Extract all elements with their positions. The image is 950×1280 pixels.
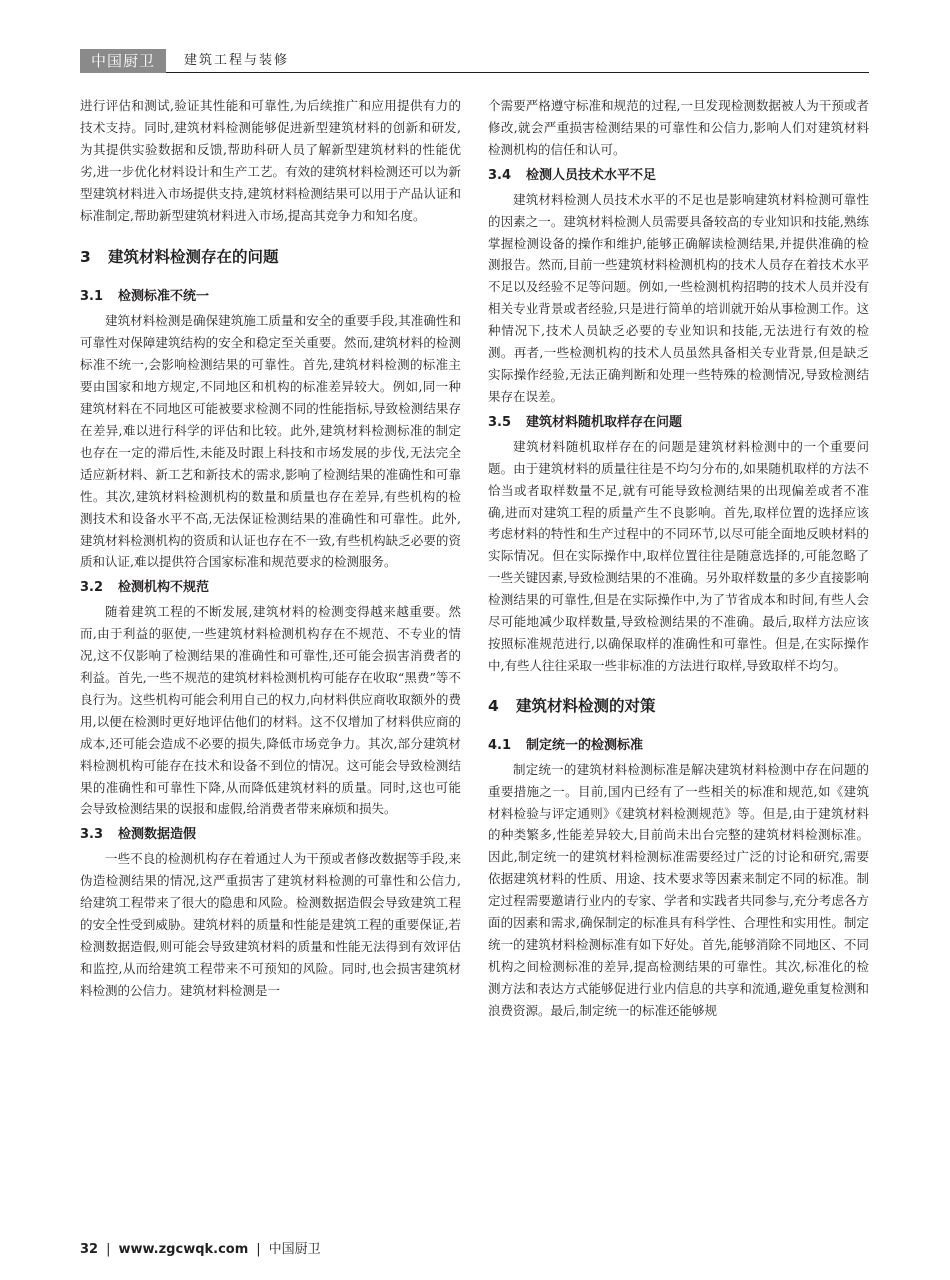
subsection-title: 建筑材料随机取样存在问题 (526, 414, 683, 430)
section-title: 建筑工程与装修 (184, 53, 290, 68)
subsection-title: 检测数据造假 (118, 827, 197, 843)
subsection-3-1-heading (80, 286, 461, 308)
subsection-title: 检测机构不规范 (118, 580, 210, 596)
subsection-4-1-heading (488, 735, 869, 757)
subsection-3-4-heading (488, 165, 869, 187)
section-title: 建筑材料检测的对策 (516, 696, 656, 715)
section-number: 3 (80, 248, 91, 267)
subsection-title: 检测标准不统一 (118, 289, 210, 305)
paragraph-4-1: 制定统一的建筑材料检测标准是解决建筑材料检测中存在问题的重要措施之一。目前,国内已经有了一些相关的标准和规范,如《建筑材料检验与评定通则》《建筑材料检测规范》等。但是,由于建筑材料的种类繁多,性能差异较大,目前尚未出台完整的建筑材料检测标准。因此,制定统一的建筑材料检测标准需要经过广泛的讨论和研究,需要依据建筑材料的性质、用途、技术要求等因素来制定不同的标准。制定过程需要邀请行业内的专家、学者和实践者共同参与,充分考虑各方面的因素和需求,确保制定的标准具有科学性、合理性和实用性。制定统一的建筑材料检测标准有如下好处。首先,能够消除不同地区、不同机构之间检测标准的差异,提高检测结果的可靠性。其次,标准化的检测方法和表达方式能够促进行业内信息的共享和流通,避免重复检测和浪费资源。最后,制定统一的标准还能够规 (488, 761, 869, 1018)
header-rule (166, 72, 869, 73)
section-number: 4 (488, 696, 499, 715)
subsection-title: 制定统一的检测标准 (526, 737, 644, 753)
footer-divider: | (256, 1242, 261, 1257)
paragraph-intro: 进行评估和测试,验证其性能和可靠性,为后续推广和应用提供有力的技术支持。同时,建筑材料检测能够促进新型建筑材料的创新和研发,为其提供实验数据和反馈,帮助科研人员了解新型建筑材料的性能优劣,进一步优化材料设计和生产工艺。有效的建筑材料检测还可以为新型建筑材料进入市场提供支持,建筑材料检测结果可以用于产品认证和标准制定,帮助新型建筑材料进入市场,提高其竞争力和知名度。 (80, 98, 461, 223)
paragraph-3-2: 随着建筑工程的不断发展,建筑材料的检测变得越来越重要。然而,由于利益的驱使,一些建筑材料检测机构存在不规范、不专业的情况,这不仅影响了检测结果的准确性和可靠性,还可能会损害消费者的利益。首先,一些不规范的建筑材料检测机构可能存在收取“黑费”等不良行为。这些机构可能会利用自己的权力,向材料供应商收取额外的费用,以便在检测时更好地评估他们的材料。这不仅增加了材料供应商的成本,还可能会造成不必要的损失,降低市场竞争力。其次,部分建筑材料检测机构可能存在技术和设备不到位的情况。这可能会导致检测结果的准确性和可靠性下降,从而降低建筑材料的质量。同时,这也可能会导致检测结果的误报和虚假,给消费者带来麻烦和损失。 (80, 604, 461, 817)
paragraph-3-5: 建筑材料随机取样存在的问题是建筑材料检测中的一个重要问题。由于建筑材料的质量往往是不均匀分布的,如果随机取样的方法不恰当或者取样数量不足,就有可能导致检测结果的出现偏差或者不准确,进而对建筑工程的质量产生不良影响。首先,取样位置的选择应该考虑材料的特性和生产过程中的不同环节,以尽可能全面地反映材料的实际情况。但在实际操作中,取样位置往往是随意选择的,可能忽略了一些关键因素,导致检测结果的不准确。另外取样数量的多少直接影响检测结果的可靠性,但是在实际操作中,为了节省成本和时间,有些人会尽可能地减少取样数量,导致检测结果的不准确。最后,取样方法应该按照标准规范进行,以确保取样的准确性和可靠性。但是,在实际操作中,有些人往往采取一些非标准的方法进行取样,导致取样不均匀。 (488, 438, 869, 673)
subsection-3-2-heading (80, 577, 461, 599)
running-header (80, 49, 869, 73)
page-number: 32 (80, 1242, 99, 1257)
footer-journal: 中国厨卫 (268, 1242, 321, 1257)
journal-tag: 中国厨卫 (80, 49, 166, 73)
subsection-number: 3.2 (80, 580, 104, 596)
website-link[interactable]: www.zgcwqk.com (118, 1242, 249, 1257)
subsection-number: 3.3 (80, 827, 104, 843)
footer-divider: | (106, 1242, 111, 1257)
subsection-3-5-heading (488, 412, 869, 434)
page-footer (80, 1240, 321, 1260)
paragraph-3-4: 建筑材料检测人员技术水平的不足也是影响建筑材料检测可靠性的因素之一。建筑材料检测人员需要具备较高的专业知识和技能,熟练掌握检测设备的操作和维护,能够正确解读检测结果,并提供准确的检测报告。然而,目前一些建筑材料检测机构的技术人员存在着技术水平不足以及经验不足等问题。例如,一些检测机构招聘的技术人员并没有相关专业背景或者经验,只是进行简单的培训就开始从事检测工作。这种情况下,技术人员缺乏必要的专业知识和技能,无法进行有效的检测。再者,一些检测机构的技术人员虽然具备相关专业背景,但是缺乏实际操作经验,无法正确判断和处理一些特殊的检测情况,导致检测结果存在误差。 (488, 191, 869, 404)
paragraph-3-3: 一些不良的检测机构存在着通过人为干预或者修改数据等手段,来伪造检测结果的情况,这严重损害了建筑材料检测的可靠性和公信力,给建筑工程带来了很大的隐患和风险。检测数据造假会导致建筑工程的安全性受到威胁。建筑材料的质量和性能是建筑工程的重要保证,若检测数据造假,则可能会导致建筑材料的质量和性能无法得到有效评估和监控,从而给建筑工程带来不可预知的风险。同时,也会损害建筑材料检测的公信力。建筑材料检测是一 (80, 851, 461, 998)
subsection-3-3-heading (80, 824, 461, 846)
subsection-title: 检测人员技术水平不足 (526, 167, 657, 183)
left-column (80, 95, 461, 1002)
subsection-number: 3.5 (488, 414, 512, 430)
paragraph-3-3-continued: 个需要严格遵守标准和规范的过程,一旦发现检测数据被人为干预或者修改,就会严重损害检测结果的可靠性和公信力,影响人们对建筑材料检测机构的信任和认可。 (488, 98, 869, 157)
subsection-number: 4.1 (488, 737, 512, 753)
section-title: 建筑材料检测存在的问题 (108, 248, 279, 267)
subsection-number: 3.4 (488, 167, 512, 183)
section-3-heading (80, 246, 461, 268)
right-column (488, 95, 869, 1022)
paragraph-3-1: 建筑材料检测是确保建筑施工质量和安全的重要手段,其准确性和可靠性对保障建筑结构的安全和稳定至关重要。然而,建筑材料的检测标准不统一,会影响检测结果的可靠性。首先,建筑材料检测的标准主要由国家和地方规定,不同地区和机构的标准差异较大。例如,同一种建筑材料在不同地区可能被要求检测不同的性能指标,导致检测结果存在差异,难以进行科学的评估和比较。此外,建筑材料检测标准的制定也存在一定的滞后性,未能及时跟上科技和市场发展的步伐,无法完全适应新材料、新工艺和新技术的需求,影响了检测结果的准确性和可靠性。其次,建筑材料检测机构的数量和质量也存在差异,有些机构的检测技术和设备水平不高,无法保证检测结果的准确性和可靠性。此外,建筑材料检测机构的资质和认证也存在不一致,有些机构缺乏必要的资质和认证,难以提供符合国家标准和规范要求的检测服务。 (80, 313, 461, 570)
subsection-number: 3.1 (80, 289, 104, 305)
section-4-heading (488, 695, 869, 717)
